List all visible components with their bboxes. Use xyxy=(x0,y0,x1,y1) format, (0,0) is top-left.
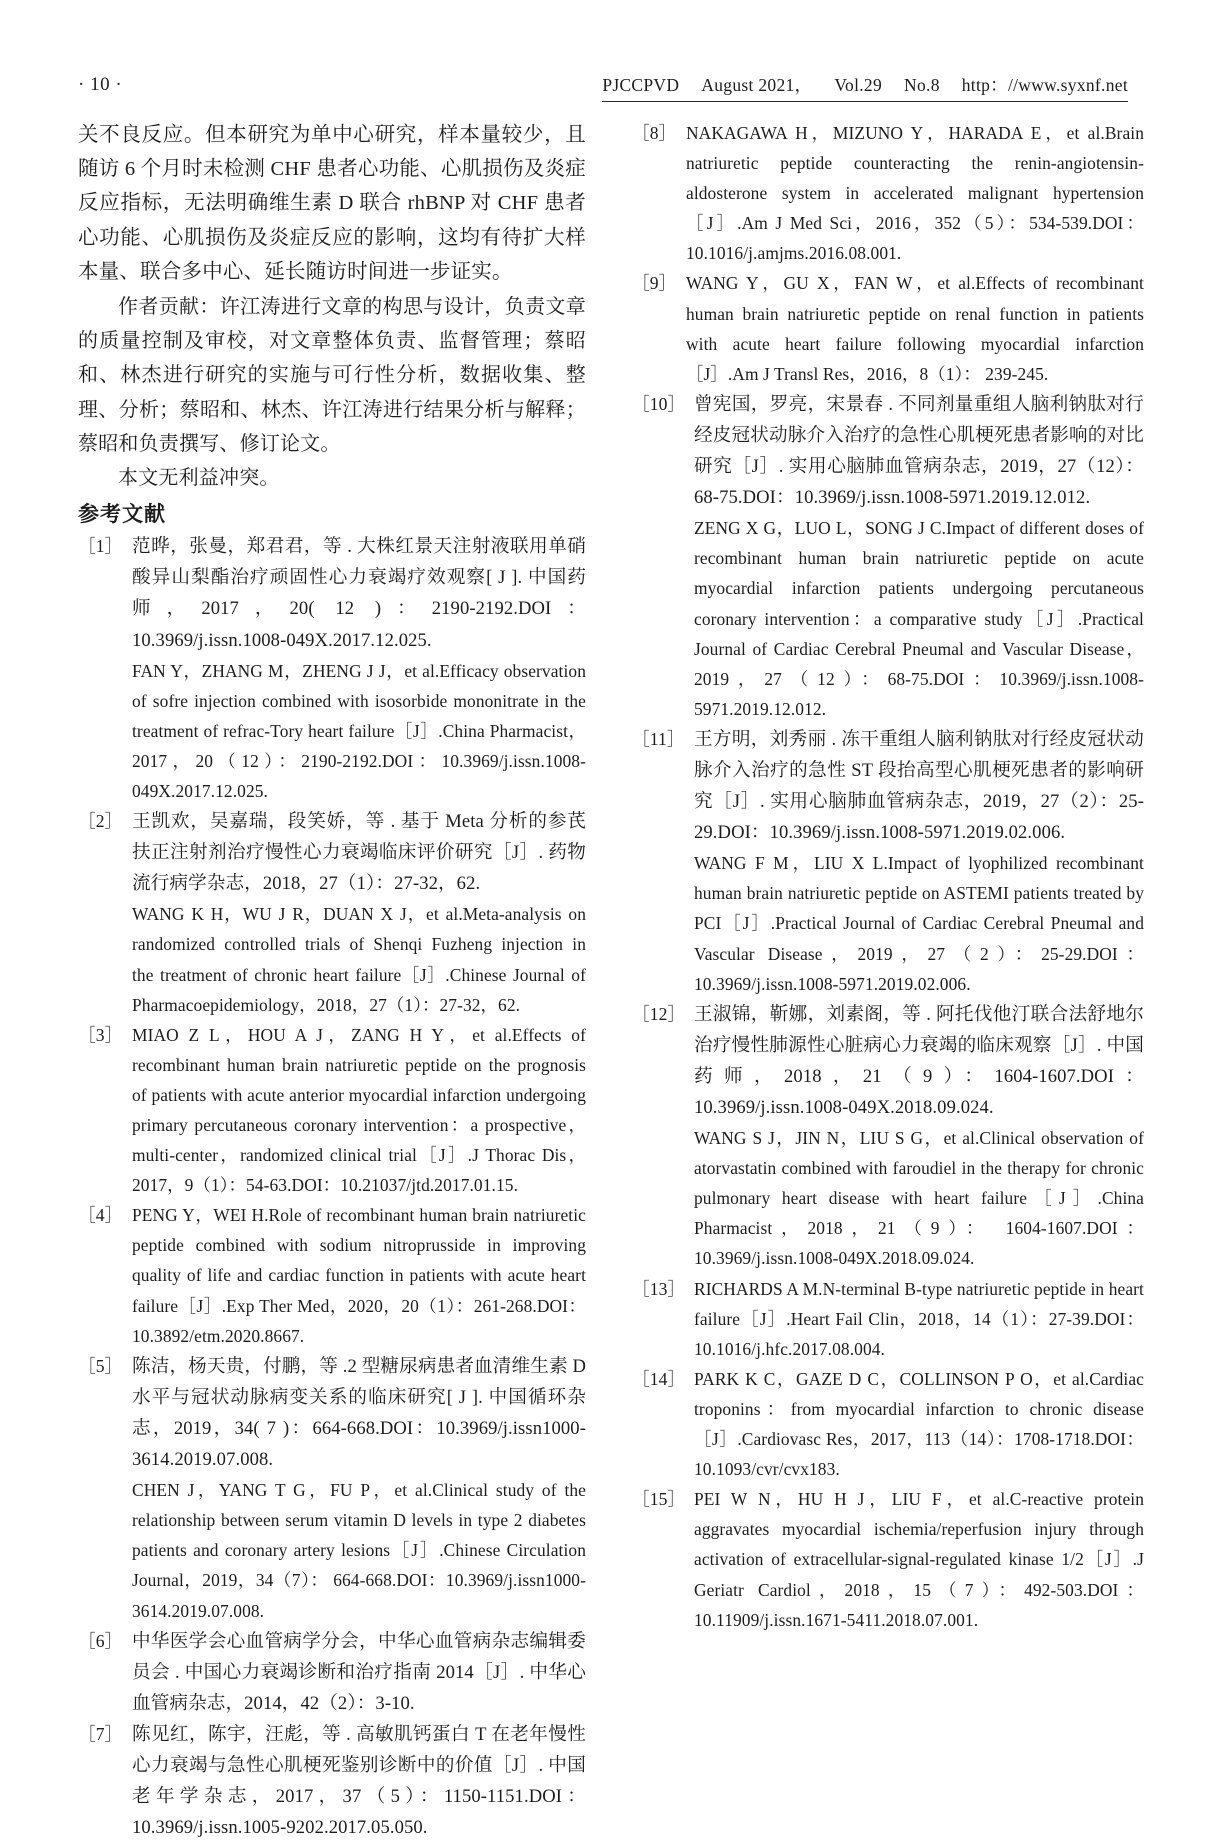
reference-english-text: PEI W N，HU H J，LIU F，et al.C-reactive protein aggravates myocardial ischemia/reperfusion injury through activation of extracellular-signal-regulated kinase 1/2［J］.J Geriatr Cardiol，2018，15（7）：492-503.DOI：10.11909/j.issn.1671-5411.2018.07.001. xyxy=(694,1489,1144,1630)
reference-number: ［11］ xyxy=(632,728,685,749)
reference-english-text: WANG S J，JIN N，LIU S G，et al.Clinical observation of atorvastatin combined with faroudiel in the therapy for chronic pulmonary heart disease with heart failure［J］.China Pharmacist，2018，21（9）： 1604-1607.DOI：10.3969/j.issn.1008-049X.2018.09.024. xyxy=(694,1128,1144,1269)
reference-english-text: WANG Y，GU X，FAN W，et al.Effects of recombinant human brain natriuretic peptide on renal function in patients with acute heart failure following myocardial infarction［J］.Am J Transl Res，2016，8（1）： 239-245. xyxy=(686,273,1144,384)
reference-chinese-text: 王凯欢，吴嘉瑞，段笑娇，等 . 基于 Meta 分析的参芪扶正注射剂治疗慢性心力衰竭临床评价研究［J］. 药物流行病学杂志，2018，27（1）：27-32，62. xyxy=(132,811,586,895)
issue-number-label: No.8 xyxy=(904,75,940,95)
reference-chinese-text: 王淑锦，靳娜，刘素阁，等 . 阿托伐他汀联合法舒地尔治疗慢性肺源性心脏病心力衰竭的临床观察［J］. 中国药师，2018，21（9）：1604-1607.DOI：10.3969/j.issn.1008-049X.2018.09.024. xyxy=(694,1003,1144,1118)
reference-item xyxy=(78,1200,586,1350)
reference-number: ［10］ xyxy=(632,393,686,414)
running-head xyxy=(78,72,1128,106)
reference-item xyxy=(632,1274,1144,1364)
references-heading: 参考文献 xyxy=(78,502,166,527)
reference-number: ［9］ xyxy=(632,273,677,294)
reference-chinese-text: 范晔，张曼，郑君君，等 . 大株红景天注射液联用单硝酸异山梨酯治疗顽固性心力衰竭疗效观察[ J ]. 中国药师，2017，20( 12 )：2190-2192.DOI：10.3969/j.issn.1008-049X.2017.12.025. xyxy=(132,536,586,651)
reference-english-text: WANG F M，LIU X L.Impact of lyophilized recombinant human brain natriuretic peptide on ASTEMI patients treated by PCI［J］.Practical Journal of Cardiac Cerebral Pneumal and Vascular Disease，2019，27（2）：25-29.DOI：10.3969/j.issn.1008-5971.2019.02.006. xyxy=(694,853,1144,994)
reference-item xyxy=(632,724,1144,999)
reference-english-text: FAN Y，ZHANG M，ZHENG J J，et al.Efficacy observation of sofre injection combined with isosorbide mononitrate in the treatment of refrac-Tory heart failure［J］.China Pharmacist，2017，20（12）：2190-2192.DOI：10.3969/j.issn.1008-049X.2017.12.025. xyxy=(132,660,586,801)
reference-item xyxy=(78,1719,586,1843)
conflict-of-interest-paragraph: 本文无利益冲突。 xyxy=(118,465,280,490)
page-number: · 10 · xyxy=(78,74,123,95)
discussion-paragraph: 关不良反应。但本研究为单中心研究，样本量较少，且随访 6 个月时未检测 CHF 患者心功能、心肌损伤及炎症反应指标，无法明确维生素 D 联合 rhBNP 对 CHF 患者心功能、心肌损伤及炎症反应的影响，这均有待扩大样本量、联合多中心、延长随访时间进一步证实。 xyxy=(78,124,586,283)
reference-chinese-text: 曾宪国，罗亮，宋景春 . 不同剂量重组人脑利钠肽对行经皮冠状动脉介入治疗的急性心肌梗死患者影响的对比研究［J］. 实用心脑肺血管病杂志，2019，27（12）：68-75.DOI：10.3969/j.issn.1008-5971.2019.12.012. xyxy=(694,393,1144,509)
two-column-body xyxy=(78,118,1146,1839)
reference-english-text: PENG Y，WEI H.Role of recombinant human brain natriuretic peptide combined with sodium nitroprusside in improving quality of life and cardiac function in patients with acute heart failure［J］.Exp Ther Med，2020，20（1）：261-268.DOI：10.3892/etm.2020.8667. xyxy=(132,1205,586,1346)
reference-item xyxy=(78,806,586,1020)
reference-item xyxy=(632,999,1144,1274)
reference-chinese-text: 王方明，刘秀丽 . 冻干重组人脑利钠肽对行经皮冠状动脉介入治疗的急性 ST 段抬高型心肌梗死患者的影响研究［J］. 实用心脑肺血管病杂志，2019，27（2）：25-29.DOI：10.3969/j.issn.1008-5971.2019.02.006. xyxy=(694,728,1144,844)
reference-number: ［6］ xyxy=(78,1630,123,1651)
reference-chinese-text: 陈洁，杨天贵，付鹏，等 .2 型糖尿病患者血清维生素 D 水平与冠状动脉病变关系的临床研究[ J ]. 中国循环杂志，2019，34( 7 )：664-668.DOI：10.3969/j.issn1000-3614.2019.07.008. xyxy=(132,1355,586,1471)
journal-abbreviation: PJCCPVD xyxy=(602,75,680,95)
reference-list-right xyxy=(632,118,1144,1635)
reference-number: ［15］ xyxy=(632,1489,686,1510)
volume-label: Vol.29 xyxy=(834,75,883,95)
reference-english-text: CHEN J，YANG T G，FU P，et al.Clinical study of the relationship between serum vitamin D levels in type 2 diabetes patients and coronary artery lesions［J］.Chinese Circulation Journal，2019，34（7）： 664-668.DOI：10.3969/j.issn1000-3614.2019.07.008. xyxy=(132,1480,586,1621)
reference-number: ［1］ xyxy=(78,536,123,557)
reference-number: ［8］ xyxy=(632,123,677,143)
reference-english-text: NAKAGAWA H，MIZUNO Y，HARADA E，et al.Brain natriuretic peptide counteracting the renin-angiotensin-aldosterone system in accelerated malignant hypertension［J］.Am J Med Sci，2016，352（5）：534-539.DOI：10.1016/j.amjms.2016.08.001. xyxy=(686,123,1144,264)
reference-list-left xyxy=(78,531,586,1843)
reference-item xyxy=(632,118,1144,268)
reference-item xyxy=(78,1020,586,1201)
reference-item xyxy=(78,1351,586,1626)
reference-english-text: PARK K C，GAZE D C，COLLINSON P O，et al.Cardiac troponins：from myocardial infarction to chronic disease［J］.Cardiovasc Res，2017，113（14）：1708-1718.DOI：10.1093/cvr/cvx183. xyxy=(694,1368,1144,1480)
author-contributions-paragraph: 作者贡献：许江涛进行文章的构思与设计，负责文章的质量控制及审校，对文章整体负责、监督管理；蔡昭和、林杰进行研究的实施与可行性分析，数据收集、整理、分析；蔡昭和、林杰、许江涛进行结果分析与解释；蔡昭和负责撰写、修订论文。 xyxy=(78,294,586,455)
issue-date: August 2021， xyxy=(701,75,813,95)
reference-english-text: MIAO Z L，HOU A J，ZANG H Y，et al.Effects of recombinant human brain natriuretic peptide on the prognosis of patients with acute anterior myocardial infarction undergoing primary percutaneous coronary intervention：a prospective，multi-center，randomized clinical trial［J］.J Thorac Dis，2017，9（1）：54-63.DOI：10.21037/jtd.2017.01.15. xyxy=(132,1024,586,1196)
reference-number: ［3］ xyxy=(78,1024,123,1045)
reference-english-text: ZENG X G，LUO L，SONG J C.Impact of different doses of recombinant human brain natriuretic peptide on acute myocardial infarction patients undergoing percutaneous coronary intervention：a comparative study［J］.Practical Journal of Cardiac Cerebral Pneumal and Vascular Disease，2019，27（12）：68-75.DOI：10.3969/j.issn.1008-5971.2019.12.012. xyxy=(694,518,1144,719)
reference-item xyxy=(632,268,1144,388)
reference-number: ［14］ xyxy=(632,1368,686,1389)
reference-number: ［2］ xyxy=(78,811,123,832)
reference-english-text: RICHARDS A M.N-terminal B-type natriuretic peptide in heart failure［J］.Heart Fail Clin，2018，14（1）：27-39.DOI：10.1016/j.hfc.2017.08.004. xyxy=(694,1278,1144,1359)
reference-item xyxy=(632,1364,1144,1484)
reference-number: ［13］ xyxy=(632,1278,686,1299)
reference-english-text: WANG K H，WU J R，DUAN X J，et al.Meta-analysis on randomized controlled trials of Shenqi Fuzheng injection in the treatment of chronic heart failure［J］.Chinese Journal of Pharmacoepidemiology，2018，27（1）：27-32，62. xyxy=(132,904,586,1015)
reference-number: ［7］ xyxy=(78,1723,123,1744)
reference-chinese-text: 陈见红，陈宇，汪彪，等 . 高敏肌钙蛋白 T 在老年慢性心力衰竭与急性心肌梗死鉴别诊断中的价值［J］. 中国老年学杂志，2017，37（5）：1150-1151.DOI：10.3969/j.issn.1005-9202.2017.05.050. xyxy=(132,1723,586,1839)
reference-number: ［12］ xyxy=(632,1003,686,1024)
reference-chinese-text: 中华医学会心血管病学分会，中华心血管病杂志编辑委员会 . 中国心力衰竭诊断和治疗指南 2014［J］. 中华心血管病杂志，2014，42（2）：3-10. xyxy=(132,1630,586,1714)
reference-item xyxy=(632,389,1144,724)
reference-item xyxy=(78,1626,586,1719)
reference-item xyxy=(78,531,586,806)
left-column xyxy=(78,118,586,1839)
journal-url[interactable]: http：//www.syxnf.net xyxy=(961,75,1128,95)
header-citation-line xyxy=(602,72,1128,102)
reference-number: ［5］ xyxy=(78,1355,123,1376)
right-column xyxy=(632,118,1144,1630)
reference-item xyxy=(632,1484,1144,1634)
reference-number: ［4］ xyxy=(78,1205,123,1226)
